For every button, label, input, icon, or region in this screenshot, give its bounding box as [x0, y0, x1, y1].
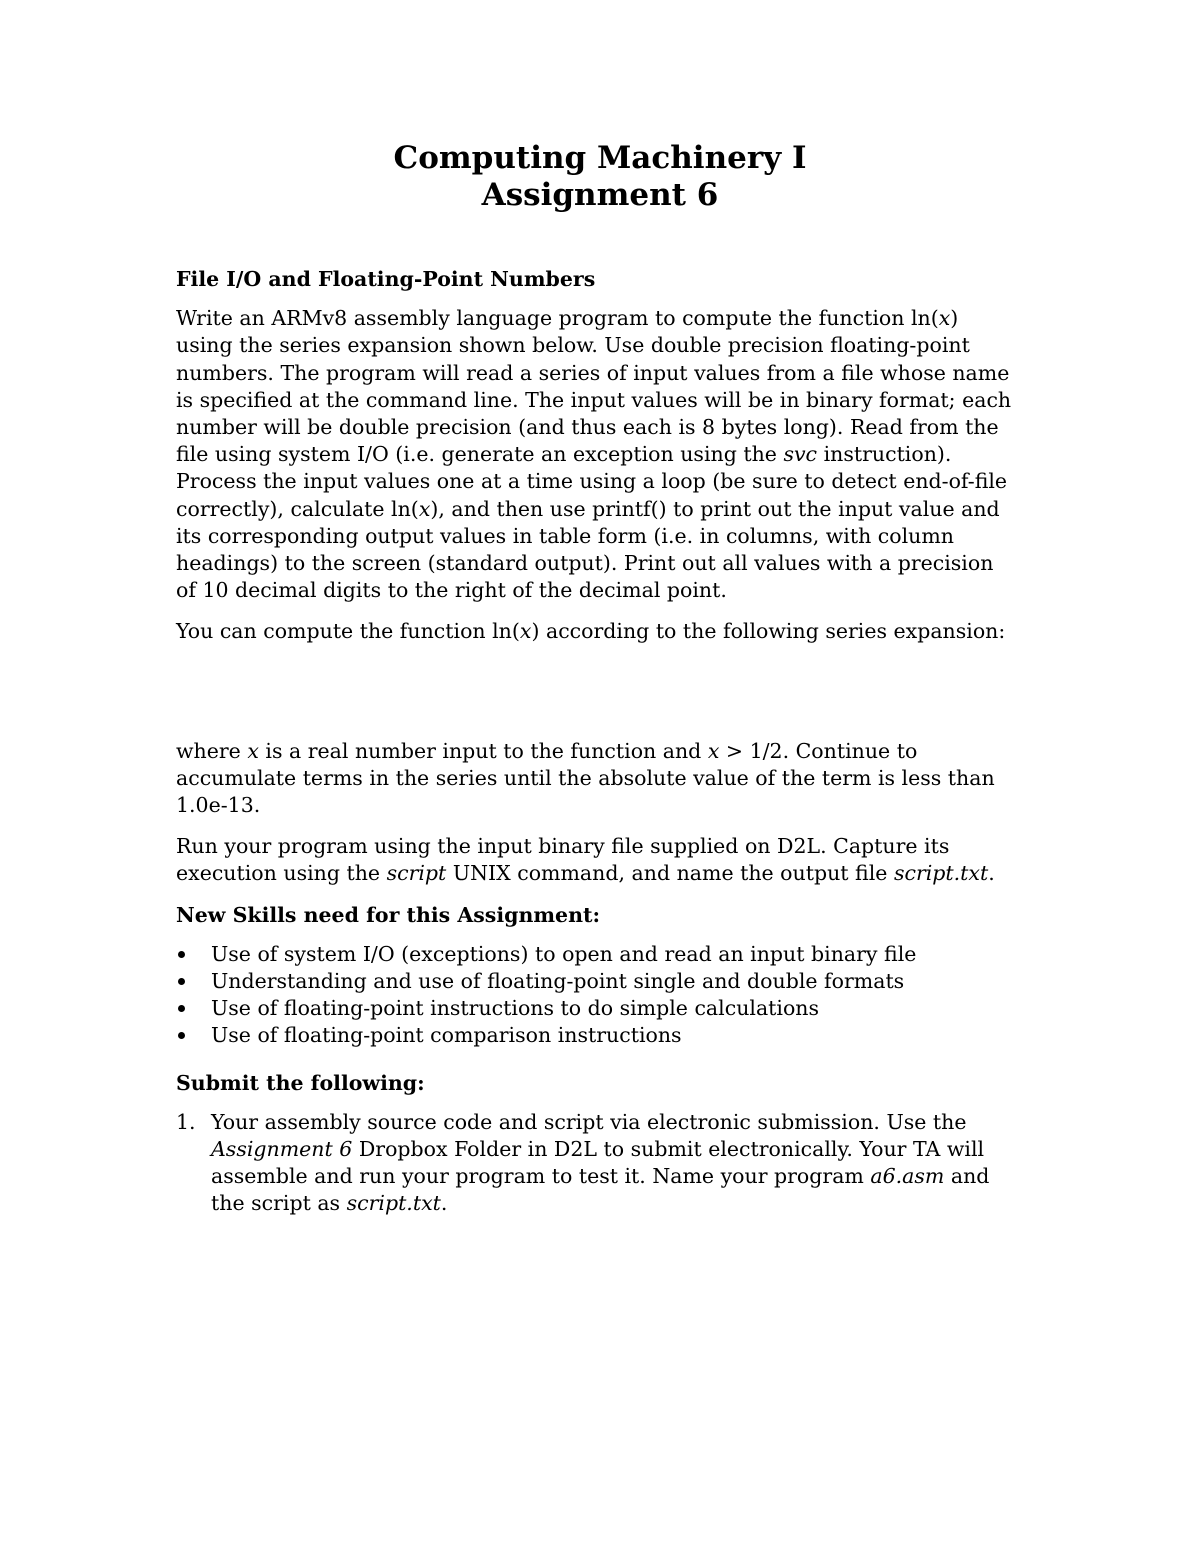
filename-script-txt: script.txt — [346, 1191, 441, 1216]
document-title: Computing Machinery I — [393, 140, 807, 176]
list-item — [176, 1022, 1016, 1049]
text: Write an ARMv8 assembly language program to compute the function ln( — [176, 306, 939, 331]
list-item — [176, 1109, 1016, 1218]
document-body — [176, 266, 1016, 1218]
filename-a6-asm: a6.asm — [870, 1164, 945, 1189]
text: Your assembly source code and script via electronic submission. Use the — [211, 1109, 967, 1134]
list-item-text: Use of system I/O (exceptions) to open and read an input binary file — [211, 941, 917, 966]
list-item-text: Understanding and use of floating-point single and double formats — [211, 969, 905, 994]
equation-placeholder — [176, 660, 1016, 738]
variable-x: x — [247, 738, 259, 763]
variable-x: x — [938, 306, 951, 331]
filename-script-txt: script.txt — [893, 861, 989, 886]
text: ), and then use printf() to print out the input value and its corresponding output values in table form (i.e. in columns, with column headings) to the screen (standard output). Print out all values with a precision of 10 decimal digits to the right of the decimal point. — [176, 496, 1000, 603]
text: . — [988, 861, 995, 886]
list-item — [176, 968, 1016, 995]
title-block — [0, 140, 1200, 214]
submit-list — [176, 1109, 1016, 1218]
text: and the script as — [211, 1164, 990, 1216]
list-number: 1. — [176, 1109, 196, 1134]
submit-heading: Submit the following: — [176, 1070, 425, 1095]
text: instruction). Process the input values one at a time using a loop (be sure to detect end-of-file correctly), calculate ln( — [176, 442, 1008, 521]
text: Dropbox Folder in D2L to submit electronically. Your TA will assemble and run your program to test it. Name your program — [211, 1137, 985, 1189]
text: > 1/2. Continue to accumulate terms in the series until the absolute value of the term is less than 1.0e-13. — [176, 738, 995, 818]
bullet-icon — [178, 978, 185, 985]
variable-x: x — [519, 619, 532, 644]
paragraph-description — [176, 305, 1016, 604]
paragraph-run-instructions — [176, 833, 1016, 887]
variable-x: x — [707, 738, 720, 763]
folder-name: Assignment 6 — [211, 1137, 353, 1162]
text: . — [440, 1191, 448, 1216]
list-item — [176, 995, 1016, 1022]
paragraph-series-intro — [176, 618, 1016, 645]
list-item-text: Use of floating-point instructions to do simple calculations — [211, 996, 820, 1021]
paragraph-condition — [176, 738, 1016, 820]
bullet-icon — [178, 1032, 185, 1039]
skills-list — [176, 941, 1016, 1050]
text: Run your program using the input binary file supplied on D2L. Capture its execution using the — [176, 834, 950, 886]
text: ) according to the following series expansion: — [531, 619, 1006, 644]
list-item — [176, 941, 1016, 968]
text: UNIX command, and name the output file — [446, 861, 894, 886]
command-script: script — [386, 861, 447, 886]
text: You can compute the function ln( — [176, 619, 520, 644]
text: ) using the series expansion shown below. Use double precision floating-point numbers. The program will read a series of input values from a file whose name is specified at the command line. The input values will be in binary format; each number will be double precision (and thus each is 8 bytes long). Read from the file using system I/O (i.e. generate an exception using the — [176, 306, 1012, 467]
skills-heading: New Skills need for this Assignment: — [176, 902, 601, 927]
variable-x: x — [418, 496, 431, 521]
section-heading: File I/O and Floating-Point Numbers — [176, 267, 596, 291]
list-item-text: Use of floating-point comparison instructions — [211, 1023, 682, 1048]
text: where — [176, 738, 248, 763]
bullet-icon — [178, 1005, 185, 1012]
text: is a real number input to the function and — [258, 738, 708, 763]
document-subtitle: Assignment 6 — [481, 177, 719, 213]
bullet-icon — [178, 951, 185, 958]
command-svc: svc — [783, 442, 818, 467]
